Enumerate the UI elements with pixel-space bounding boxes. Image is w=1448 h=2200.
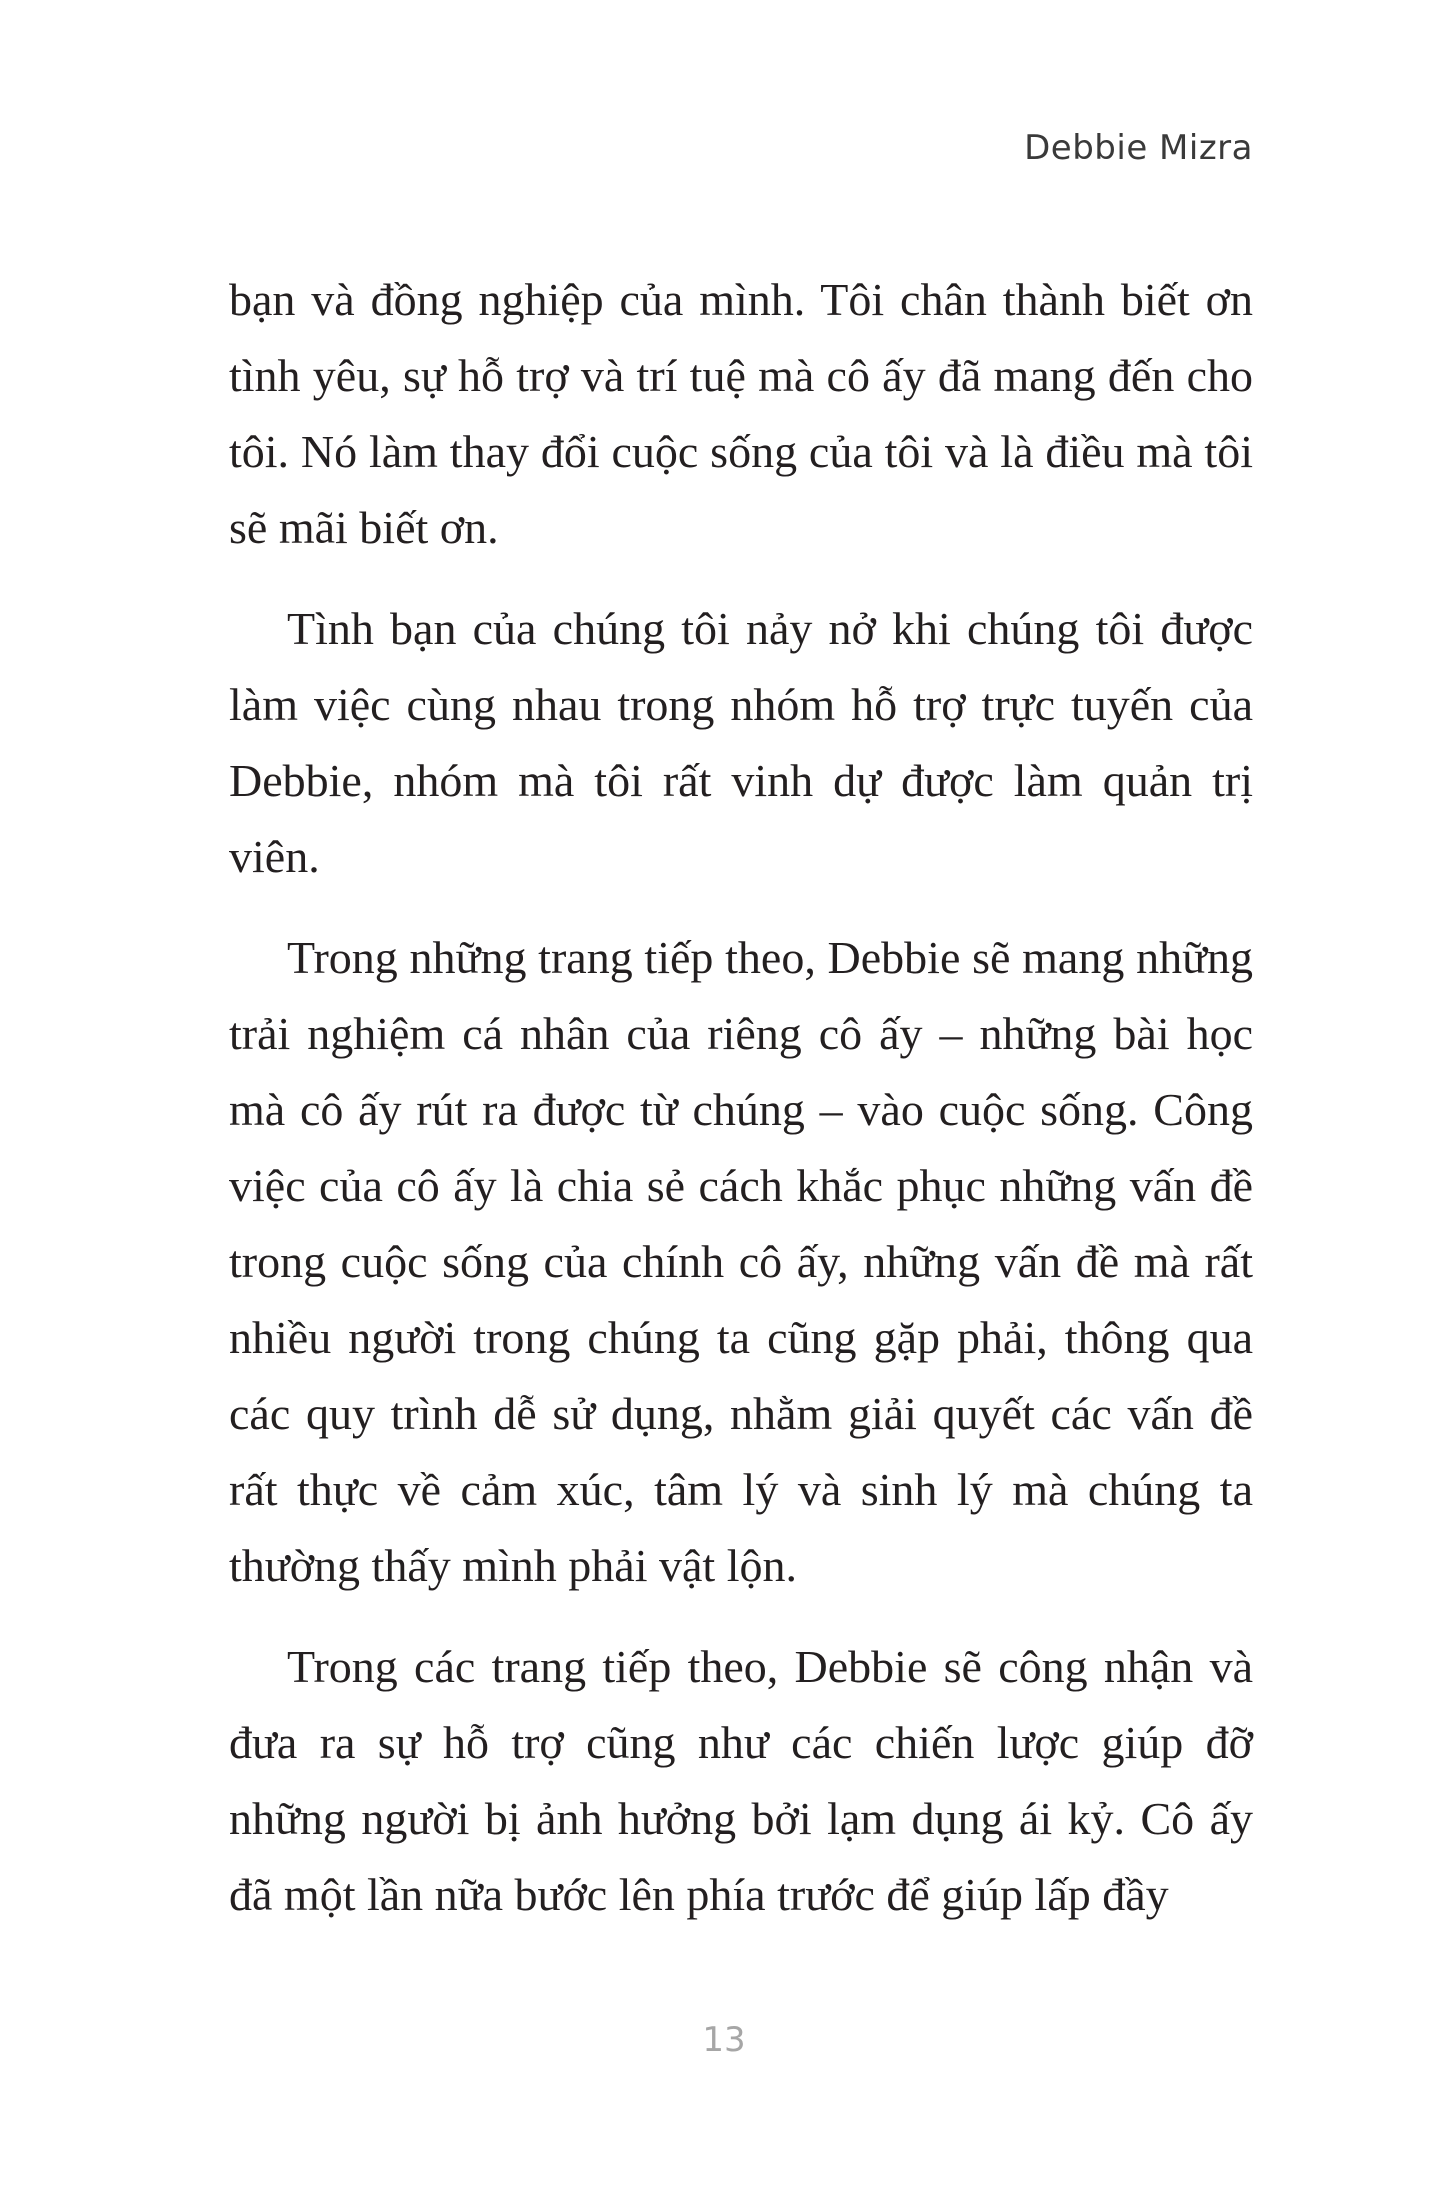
paragraph-2: Tình bạn của chúng tôi nảy nở khi chúng tôi được làm việc cùng nhau trong nhóm hỗ trợ trực tuyến của Debbie, nhóm mà tôi rất vinh dự được làm quản trị viên.: [229, 603, 1253, 882]
running-header-author: Debbie Mizra: [1024, 128, 1253, 168]
paragraph-3: Trong những trang tiếp theo, Debbie sẽ mang những trải nghiệm cá nhân của riêng cô ấy – những bài học mà cô ấy rút ra được từ chúng – vào cuộc sống. Công việc của cô ấy là chia sẻ cách khắc phục những vấn đề trong cuộc sống của chính cô ấy, những vấn đề mà rất nhiều người trong chúng ta cũng gặp phải, thông qua các quy trình dễ sử dụng, nhằm giải quyết các vấn đề rất thực về cảm xúc, tâm lý và sinh lý mà chúng ta thường thấy mình phải vật lộn.: [229, 932, 1253, 1591]
body-text: [229, 262, 1253, 1933]
page-number: 13: [702, 2020, 746, 2060]
paragraph-4: Trong các trang tiếp theo, Debbie sẽ công nhận và đưa ra sự hỗ trợ cũng như các chiến lược giúp đỡ những người bị ảnh hưởng bởi lạm dụng ái kỷ. Cô ấy đã một lần nữa bước lên phía trước để giúp lấp đầy: [229, 1641, 1253, 1920]
paragraph-1: bạn và đồng nghiệp của mình. Tôi chân thành biết ơn tình yêu, sự hỗ trợ và trí tuệ mà cô ấy đã mang đến cho tôi. Nó làm thay đổi cuộc sống của tôi và là điều mà tôi sẽ mãi biết ơn.: [229, 274, 1253, 553]
